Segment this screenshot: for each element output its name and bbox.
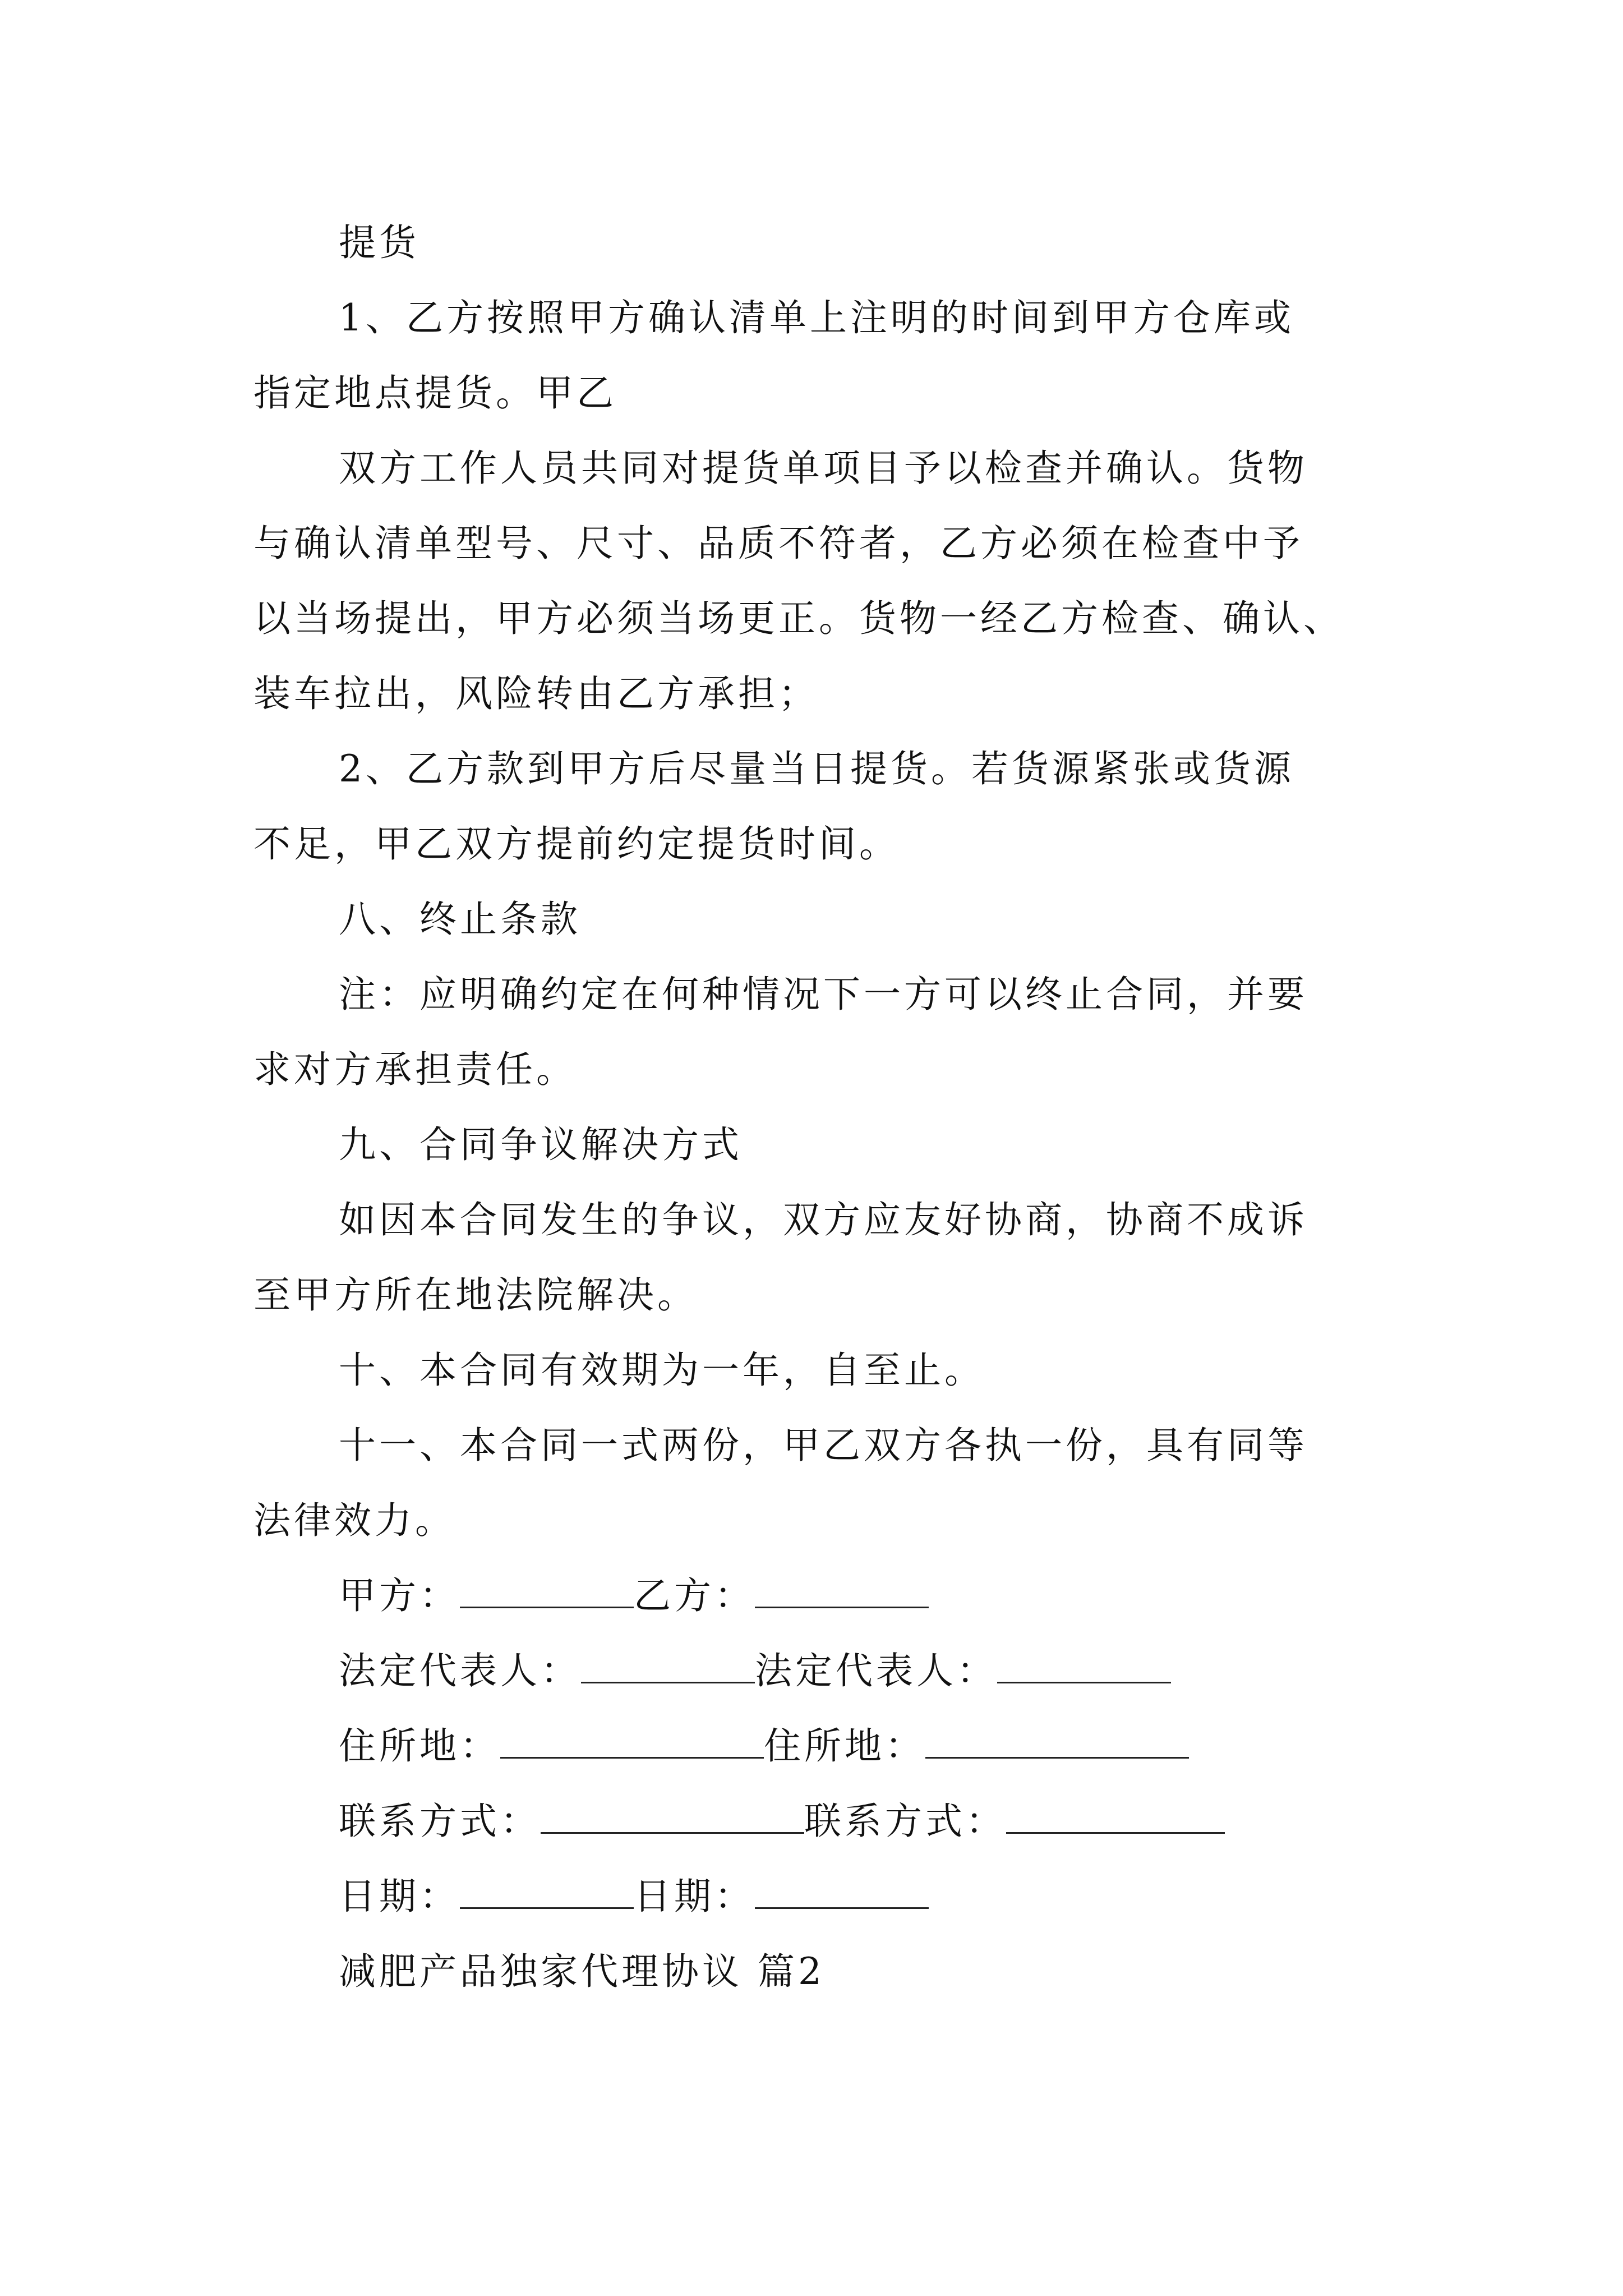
signature-row-contact <box>339 1796 1225 1847</box>
contact-b-blank <box>1006 1798 1225 1834</box>
paragraph-line: 与确认清单型号、尺寸、品质不符者，乙方必须在检查中予 <box>253 522 1303 565</box>
paragraph-line: 2、乙方款到甲方后尽量当日提货。若货源紧张或货源 <box>339 747 1294 790</box>
paragraph-line: 如因本合同发生的争议，双方应友好协商，协商不成诉 <box>339 1198 1308 1241</box>
paragraph-line: 装车拉出，风险转由乙方承担； <box>253 672 819 715</box>
paragraph-line: 法律效力。 <box>253 1499 455 1542</box>
paragraph-line: 求对方承担责任。 <box>253 1048 577 1091</box>
signature-row-parties <box>339 1571 929 1621</box>
date-a-blank <box>460 1874 634 1909</box>
date-b-blank <box>755 1874 929 1909</box>
paragraph-line: 十、本合同有效期为一年，自至止。 <box>339 1349 985 1392</box>
date-b-label: 日期： <box>634 1875 755 1918</box>
contact-a-blank <box>541 1798 804 1834</box>
paragraph-line: 指定地点提货。甲乙 <box>253 371 617 415</box>
party-b-label: 乙方： <box>634 1574 755 1617</box>
party-a-label: 甲方： <box>339 1574 460 1617</box>
paragraph-line: 十一、本合同一式两份，甲乙双方各执一份，具有同等 <box>339 1424 1308 1467</box>
party-a-blank <box>460 1573 634 1608</box>
paragraph-line: 双方工作人员共同对提货单项目予以检查并确认。货物 <box>339 447 1308 490</box>
rep-b-blank <box>997 1648 1171 1683</box>
next-agreement-title: 减肥产品独家代理协议 篇2 <box>339 1950 825 1993</box>
paragraph-line: 至甲方所在地法院解决。 <box>253 1273 698 1317</box>
address-a-label: 住所地： <box>339 1724 500 1768</box>
signature-row-address <box>339 1721 1189 1772</box>
rep-a-blank <box>581 1648 755 1683</box>
rep-b-label: 法定代表人： <box>755 1649 997 1692</box>
signature-row-date <box>339 1871 929 1922</box>
contact-a-label: 联系方式： <box>339 1800 541 1843</box>
party-b-blank <box>755 1573 929 1608</box>
paragraph-line: 不足，甲乙双方提前约定提货时间。 <box>253 822 900 866</box>
address-b-blank <box>925 1723 1189 1759</box>
contact-b-label: 联系方式： <box>804 1800 1006 1843</box>
address-a-blank <box>500 1723 764 1759</box>
address-b-label: 住所地： <box>764 1724 925 1768</box>
paragraph-line: 注：应明确约定在何种情况下一方可以终止合同，并要 <box>339 973 1308 1016</box>
date-a-label: 日期： <box>339 1875 460 1918</box>
signature-row-representative <box>339 1646 1171 1696</box>
rep-a-label: 法定代表人： <box>339 1649 581 1692</box>
section-heading-pickup: 提货 <box>339 221 419 264</box>
section-heading-termination: 八、终止条款 <box>339 898 581 941</box>
paragraph-line: 以当场提出，甲方必须当场更正。货物一经乙方检查、确认、 <box>253 597 1344 640</box>
paragraph-line: 1、乙方按照甲方确认清单上注明的时间到甲方仓库或 <box>339 296 1294 339</box>
section-heading-dispute: 九、合同争议解决方式 <box>339 1123 743 1166</box>
